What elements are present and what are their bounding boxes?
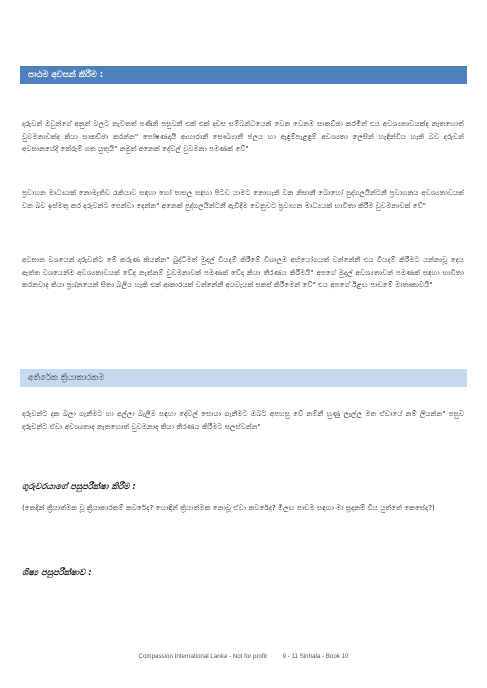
footer-organization: Compassion International Lanka - Not for profit [138,653,267,660]
section-banner-lesson-conclusion [20,66,467,84]
paragraph-teacher-reflection: (කෙදින් ක්‍රියාත්මක වූ ක්‍රියාකාරකම් කවරේද? හොඳින් ක්‍රියාත්මක නොවූ ඒවා කවරේද? මීලඟ පාඩම සඳහා මා සූදානම් විය යුත්තේ කෙසේද?) [22,503,435,512]
section-banner-extra-activity [20,369,467,387]
section-title: අතිරේක ක්‍රියාකාරකම [28,373,105,383]
paragraph-needs-vs-wants: දරුවන් ඔවුන්ගේ අනුත් වලට නැවතත් පණිනි පසුවනී එක් එක් දවස සම්බන්ධයෙන් වෙන වෙනම සාකච්ඡා කරමින් එය අවශ්‍යතාවයක්ද නැතහොත් වුවමනාවක්ද කියා සාකච්ඡා කරන්න" පෝෂණදායී ආහාරානී සෞඛ්‍යානී ජලය හා ඇඳුම්පැළඳුම් අවශ්‍යතා ලෙසින් හැඳින්විය හැකි බව දරුවන් අවසානයේදී තේරුම් ගත යුතුයි" නමුත් අනෙක් දේවල් වුවමනා පමණක් වේ" [22,119,464,153]
paragraph-extra-activity: දරුවන්ට දක බලා ගැනීමට හා අල්ලා බැලීම සඳහා දේවල් සොයා ගැනීමට ඔබට අපහසු වේ නම්නී හුණු ලෑල්ල මත ඒවායේ නම් ලියන්න" පසුව දරුවන්ට ඒවා අවශ්‍යතාද නැතහොත් වුවමනාද කියා තීරණය කිරීමට සලස්වන්න" [22,409,464,431]
page-footer [0,653,487,660]
paragraph-final-message: අවසාන වශයෙන් දරුවන්ට මේ කරුණ කියන්න" බුද්ධිමත් මුදල් වියදම් කිරීමේ විශාලම අභියෝගයක් වන්නේනී එය වියදම් කිරීමට යන්නාවූ දෙය ඇත්ත වශයෙන්ම අවශ්‍යතාවයක් වේද නැත්නම් වුවමනාවක් පමණක් වේද කියා තීරණය කිරීමයි" අපගේ මුදල් අවශ්‍යතාවන් පමණක් සඳහා භාවිතා කරනවාද කියා ප්‍රශ්නයෙන් සිතා බලිය හැකි එක් ආකාරයක් වන්නේනී අයවැයක් සකස් කිරීමෙන් වේ" එය අපගේ ඊළඟ පාඩමේ මාතෘකාවයි" [22,255,464,289]
footer-book-info: 9 - 11 Sinhala - Book 10 [282,653,349,660]
section-title: පාඨම අවසන් කිරීම : [28,70,104,80]
paragraph-transport: ප්‍රවාහන මාධ්‍යයක් නොමැතිව රැකියාව සඳහා හෝ පාසල සඳහා පිටව යාමට නොහැකි වන නිසානී බොහෝ පුද්ගලයින්ටනී ප්‍රවාහනය අවශ්‍යතාවයක් වන බව ඉස්මතු කර දරුවන්ට පෙන්වා දෙන්න" අනෙක් පුද්ගලයින්ටනී ඇවිදීම වෙනුවට ප්‍රවාහන මාධ්‍යයක් භාවිතා කිරීම වුවමනාවක් වේ" [22,188,464,210]
teacher-reflection-heading: ගුරුවරයාගේ පසුපරීක්ෂා කිරීම : [22,482,136,492]
student-reflection-heading: ශිෂ්‍ය පසුපරීක්ෂාව : [22,568,92,578]
